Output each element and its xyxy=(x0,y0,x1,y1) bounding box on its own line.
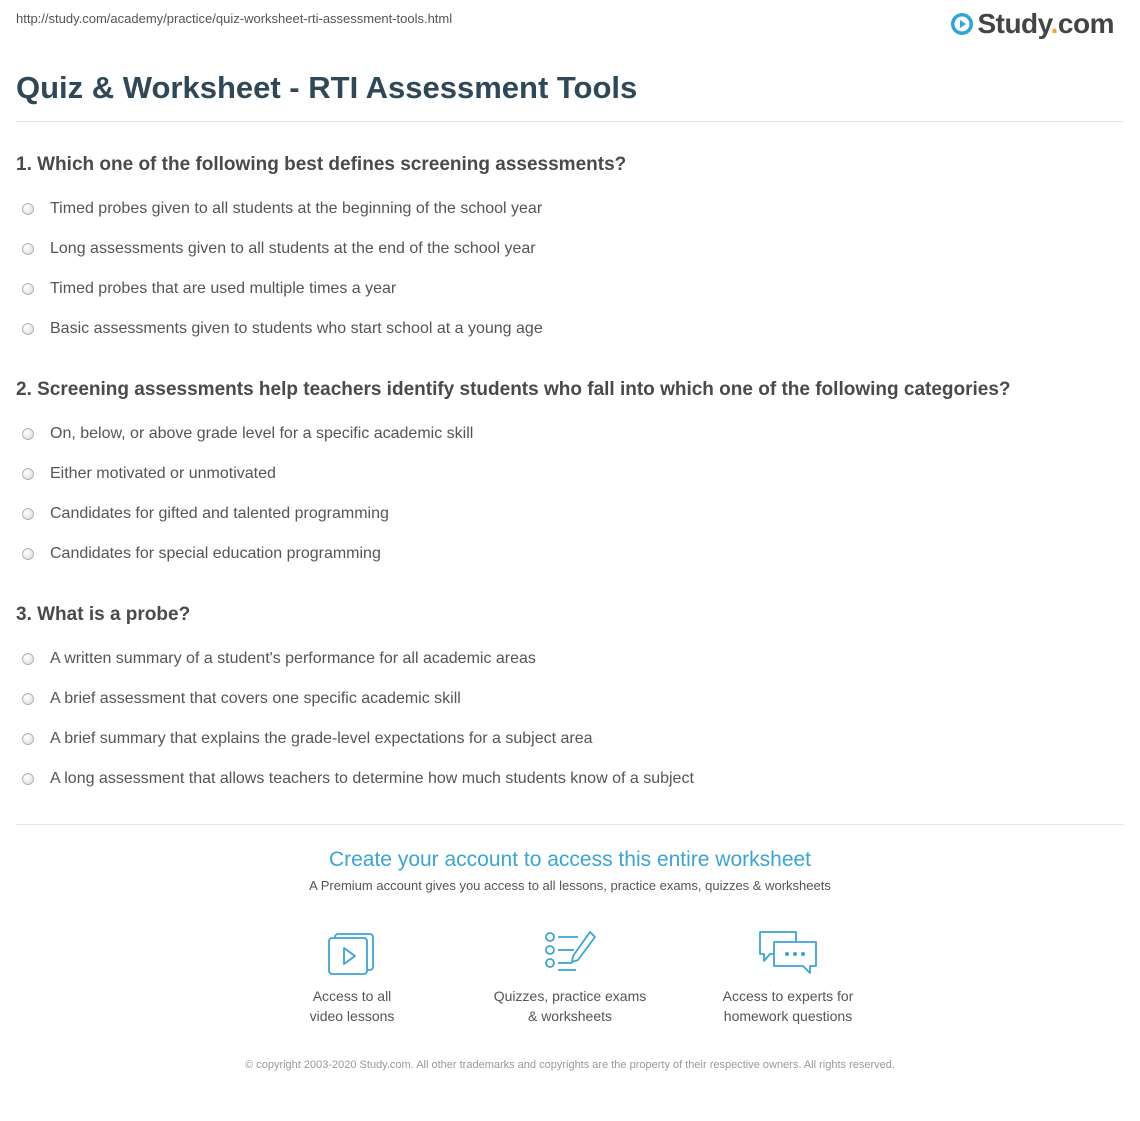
feature-label: Access to all video lessons xyxy=(309,988,395,1024)
radio-button[interactable] xyxy=(22,508,34,520)
video-lessons-icon xyxy=(326,928,378,976)
answer-option[interactable] xyxy=(16,454,1124,494)
answer-option[interactable] xyxy=(16,759,1124,799)
answer-label: A brief assessment that covers one specific academic skill xyxy=(50,690,461,707)
answer-label: A long assessment that allows teachers to determine how much students know of a subject xyxy=(50,770,694,787)
question xyxy=(16,602,1124,799)
radio-button[interactable] xyxy=(22,203,34,215)
question-text: 3. What is a probe? xyxy=(16,604,191,625)
answer-label: Timed probes that are used multiple times a year xyxy=(50,280,397,297)
chat-bubbles-icon xyxy=(756,928,820,976)
radio-button[interactable] xyxy=(22,548,34,560)
question-text: 1. Which one of the following best defines screening assessments? xyxy=(16,154,627,175)
question-text: 2. Screening assessments help teachers identify students who fall into which one of the following categories? xyxy=(16,379,1011,400)
feature-label: Quizzes, practice exams & worksheets xyxy=(493,988,647,1024)
answer-label: Timed probes given to all students at the beginning of the school year xyxy=(50,200,543,217)
promo-subtitle: A Premium account gives you access to all lessons, practice exams, quizzes & worksheets xyxy=(309,878,831,893)
radio-button[interactable] xyxy=(22,733,34,745)
radio-button[interactable] xyxy=(22,323,34,335)
answer-label: Either motivated or unmotivated xyxy=(50,465,276,482)
answer-label: A brief summary that explains the grade-level expectations for a subject area xyxy=(50,730,593,747)
page-url: http://study.com/academy/practice/quiz-worksheet-rti-assessment-tools.html xyxy=(16,11,453,26)
answer-option[interactable] xyxy=(16,309,1124,349)
radio-button[interactable] xyxy=(22,468,34,480)
radio-button[interactable] xyxy=(22,653,34,665)
radio-button[interactable] xyxy=(22,773,34,785)
copyright-notice: © copyright 2003-2020 Study.com. All other trademarks and copyrights are the property of their respective owners. All rights reserved. xyxy=(245,1059,895,1071)
title-divider xyxy=(16,121,1124,122)
feature-list xyxy=(0,928,1140,1026)
answer-option[interactable] xyxy=(16,269,1124,309)
answer-label: On, below, or above grade level for a specific academic skill xyxy=(50,425,474,442)
quiz-checklist-icon xyxy=(542,928,598,976)
radio-button[interactable] xyxy=(22,243,34,255)
answer-label: A written summary of a student's performance for all academic areas xyxy=(50,650,536,667)
answer-label: Candidates for special education programming xyxy=(50,545,381,562)
feature-quizzes xyxy=(461,928,679,1026)
radio-button[interactable] xyxy=(22,283,34,295)
answer-option[interactable] xyxy=(16,414,1124,454)
answer-option[interactable] xyxy=(16,639,1124,679)
answer-label: Long assessments given to all students at the end of the school year xyxy=(50,240,536,257)
create-account-link[interactable]: Create your account to access this entire worksheet xyxy=(328,848,812,871)
feature-experts xyxy=(679,928,897,1026)
question xyxy=(16,377,1124,574)
answer-option[interactable] xyxy=(16,679,1124,719)
radio-button[interactable] xyxy=(22,428,34,440)
question-list xyxy=(16,152,1124,827)
answer-option[interactable] xyxy=(16,494,1124,534)
answer-option[interactable] xyxy=(16,189,1124,229)
answer-option[interactable] xyxy=(16,229,1124,269)
play-circle-icon xyxy=(950,12,974,36)
feature-label: Access to experts for homework questions xyxy=(722,988,854,1024)
logo-text: Study.com xyxy=(977,8,1114,39)
promo-divider xyxy=(16,824,1124,825)
answer-label: Candidates for gifted and talented programming xyxy=(50,505,389,522)
premium-promo xyxy=(0,846,1140,893)
page-title: Quiz & Worksheet - RTI Assessment Tools xyxy=(16,70,638,105)
radio-button[interactable] xyxy=(22,693,34,705)
study-logo[interactable] xyxy=(950,8,1114,40)
feature-video-lessons xyxy=(243,928,461,1026)
answer-option[interactable] xyxy=(16,719,1124,759)
answer-label: Basic assessments given to students who start school at a young age xyxy=(50,320,543,337)
question xyxy=(16,152,1124,349)
answer-option[interactable] xyxy=(16,534,1124,574)
